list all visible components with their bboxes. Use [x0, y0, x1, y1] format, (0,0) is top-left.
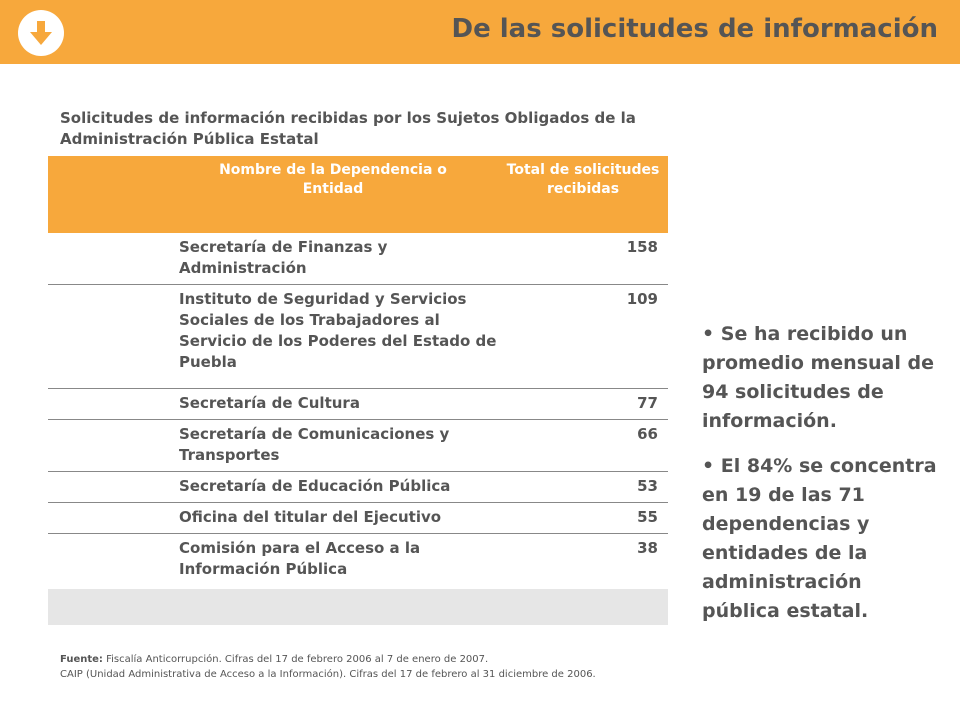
table-body [48, 233, 668, 625]
summary-bullets [702, 320, 942, 642]
dependency-name: Instituto de Seguridad y Servicios Sociales de los Trabajadores al Servicio de los Poderes del Estado de Puebla [179, 290, 497, 371]
request-total: 55 [637, 508, 658, 526]
source-line-1: Fiscalía Anticorrupción. Cifras del 17 de febrero 2006 al 7 de enero de 2007. [106, 654, 489, 665]
table-header [48, 156, 668, 233]
request-total: 66 [637, 425, 658, 443]
request-total: 158 [626, 238, 658, 256]
table-footer-bar [48, 589, 668, 625]
dependency-name: Secretaría de Finanzas y Administración [179, 238, 388, 277]
table-row [48, 471, 668, 502]
request-total: 109 [626, 290, 658, 308]
request-total: 53 [637, 477, 658, 495]
bullet-item: • El 84% se concentra en 19 de las 71 dependencias y entidades de la administración pública estatal. [702, 455, 937, 622]
column-header-total: Total de solicitudes recibidas [506, 162, 660, 197]
table-row [48, 388, 668, 419]
source-line-2: CAIP (Unidad Administrativa de Acceso a la Información). Cifras del 17 de febrero al 31 diciembre de 2006. [60, 669, 596, 680]
table-row [48, 533, 668, 589]
source-note [60, 652, 665, 682]
table-row [48, 419, 668, 471]
request-total: 38 [637, 539, 658, 557]
header-bar [0, 0, 960, 64]
arrow-down-icon[interactable] [18, 10, 64, 56]
table-row [48, 502, 668, 533]
dependency-name: Secretaría de Cultura [179, 394, 360, 412]
source-label: Fuente: [60, 654, 103, 665]
bullet-item: • Se ha recibido un promedio mensual de 94 solicitudes de información. [702, 323, 934, 432]
dependency-name: Comisión para el Acceso a la Información Pública [179, 539, 421, 578]
column-header-name: Nombre de la Dependencia o Entidad [219, 162, 447, 197]
dependency-name: Secretaría de Educación Pública [179, 477, 451, 495]
dependency-name: Secretaría de Comunicaciones y Transportes [179, 425, 450, 464]
requests-table [48, 156, 668, 625]
table-row [48, 284, 668, 388]
page-title: De las solicitudes de información [451, 14, 938, 44]
table-row [48, 233, 668, 284]
dependency-name: Oficina del titular del Ejecutivo [179, 508, 442, 526]
table-caption: Solicitudes de información recibidas por los Sujetos Obligados de la Administración Pública Estatal [60, 109, 636, 148]
request-total: 77 [637, 394, 658, 412]
